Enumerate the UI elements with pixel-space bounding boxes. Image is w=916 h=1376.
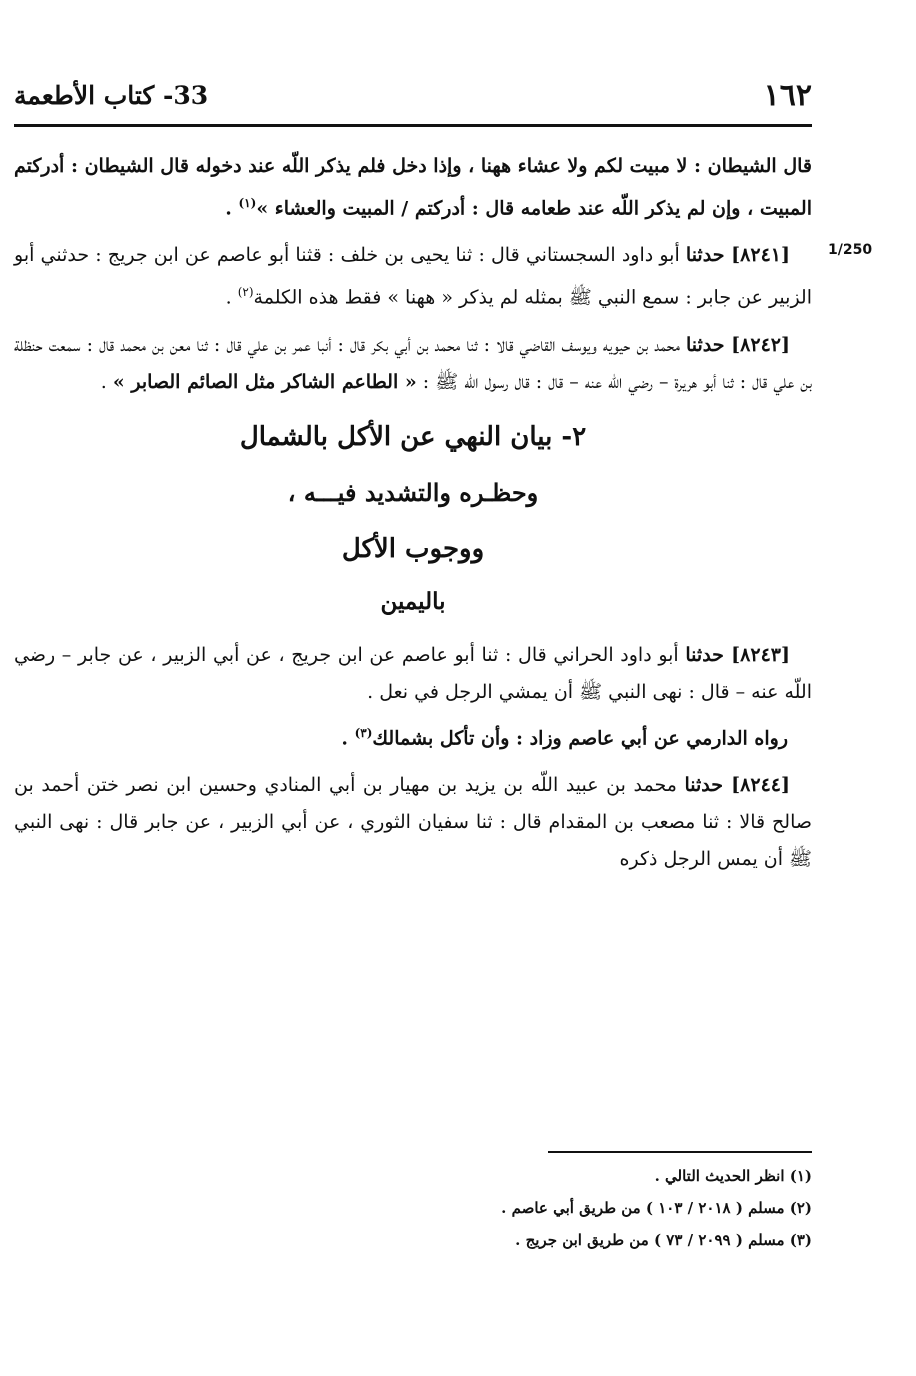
paragraph-end: . xyxy=(225,286,238,309)
hadith-number: [٨٢٤٣] xyxy=(731,643,790,666)
continuation-paragraph xyxy=(14,148,812,227)
hadith-text: أبو داود الحراني قال : ثنا أبو عاصم عن ابن جريج ، عن أبي الزبير ، عن جابر – رضي اللّه عنه – قال : نهى النبي ﷺ أن يمشي الرجل في نعل . xyxy=(14,643,812,703)
hadith-8241 xyxy=(14,237,812,316)
riwayah-text: رواه الدارمي عن أبي عاصم وزاد : وأن تأكل بشمالك xyxy=(372,726,788,749)
hadith-quote: « الطاعم الشاكر مثل الصائم الصابر » xyxy=(112,370,417,393)
hadith-text: أبو داود السجستاني قال : ثنا يحيى بن خلف : قثنا أبو عاصم عن ابن جريج : حدثني أبو الزبير عن جابر : سمع النبي ﷺ بمثله لم يذكر « ههنا » فقط هذه الكلمة xyxy=(14,244,812,309)
hadith-8242 xyxy=(14,327,812,401)
hadith-lead-word: حدثنا xyxy=(685,244,732,267)
margin-page-reference: 1/250 xyxy=(828,242,873,258)
riwayah-note xyxy=(14,715,812,757)
hadith-number: [٨٢٤٤] xyxy=(731,773,790,796)
section-heading-line-4: باليمين xyxy=(380,587,446,615)
hadith-number: [٨٢٤١] xyxy=(731,244,790,267)
main-text xyxy=(14,148,812,878)
section-heading-line-1: ٢- بيان النهي عن الأكل بالشمال xyxy=(239,421,587,452)
section-heading-line-2: وحظـره والتشديد فيـــه ، xyxy=(287,477,539,507)
hadith-8244 xyxy=(14,767,812,878)
footnotes xyxy=(200,1160,812,1256)
hadith-lead-word: حدثنا xyxy=(685,333,732,356)
footnote-2: (٢) مسلم ( ٢٠١٨ / ١٠٣ ) من طريق أبي عاصم . xyxy=(501,1199,812,1217)
header-rule xyxy=(14,124,812,127)
footnote-marker: (١) xyxy=(238,196,257,210)
hadith-lead-word: حدثنا xyxy=(684,773,732,796)
paragraph-end: . xyxy=(225,197,239,220)
paragraph-end: . xyxy=(341,726,355,749)
hadith-8243 xyxy=(14,637,812,711)
footnote-1: (١) انظر الحديث التالي . xyxy=(654,1167,812,1185)
running-header xyxy=(14,72,812,118)
hadith-lead-word: حدثنا xyxy=(685,643,732,666)
hadith-number: [٨٢٤٢] xyxy=(731,333,790,356)
footnote-rule xyxy=(548,1151,812,1153)
section-heading-line-3: ووجوب الأكل xyxy=(341,533,485,564)
paragraph-text: قال الشيطان : لا مبيت لكم ولا عشاء ههنا ، وإذا دخل فلم يذكر اللّه عند دخوله قال الشيطان : أدركتم المبيت ، وإن لم يذكر اللّه عند طعامه قال : أدركتم / المبيت والعشاء » xyxy=(14,155,812,220)
book-title: 33- كتاب الأطعمة xyxy=(14,80,209,110)
paragraph-end: . xyxy=(100,370,113,393)
page-number: ١٦٢ xyxy=(763,77,812,113)
footnote-marker: (٢) xyxy=(237,285,254,300)
footnote-3: (٣) مسلم ( ٢٠٩٩ / ٧٣ ) من طريق ابن جريج . xyxy=(515,1231,812,1249)
hadith-text: محمد بن حيويه ويوسف القاضي قالا : ثنا محمد بن أبي بكر قال : أنبا عمر بن علي قال : ثنا معن بن محمد قال : سمعت حنظلة بن علي قال : ثنا أبو هريرة – رضي اللّه عنه – قال : قال رسول اللّه ﷺ : xyxy=(14,333,812,393)
hadith-text: محمد بن عبيد اللّه بن يزيد بن مهيار بن أبي المنادي وحسين ابن نصر ختن أحمد بن صالح قالا : ثنا مصعب بن المقدام قال : ثنا سفيان الثوري ، عن أبي الزبير ، عن جابر قال : نهى النبي ﷺ أن يمس الرجل ذكره xyxy=(14,773,812,870)
footnote-marker: (٣) xyxy=(354,725,373,740)
